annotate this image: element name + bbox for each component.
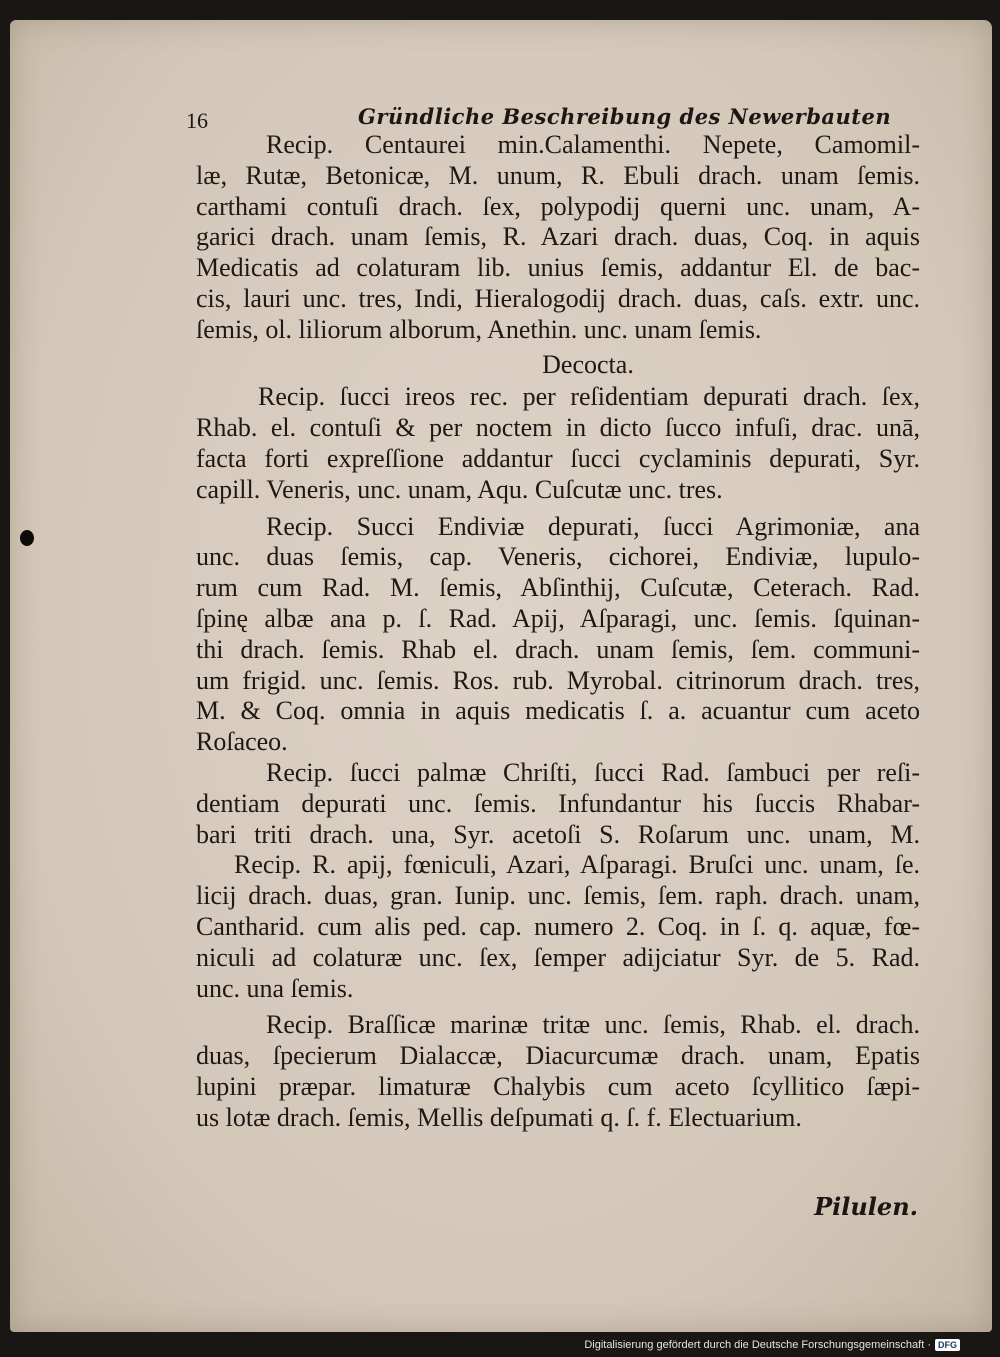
text-line: Recip. Braſſicæ marinæ tritæ unc. ſemis, Rhab. el. drach. (266, 1010, 920, 1040)
dfg-logo-icon: DFG (935, 1339, 960, 1351)
paragraph-6 (196, 1010, 920, 1133)
text-line: Rhab. el. contuſi & per noctem in dicto ſucco infuſi, drac. unā, (196, 413, 920, 443)
page-body (196, 130, 920, 1134)
text-line: um frigid. unc. ſemis. Ros. rub. Myrobal. citrinorum drach. tres, (196, 665, 920, 695)
running-title: Gründliche Beschreibung des Newerbauten (358, 104, 892, 129)
text-line: Recip. ſucci palmæ Chriſti, ſucci Rad. ſambuci per reſi- (266, 757, 920, 787)
text-line: Recip. ſucci ireos rec. per reſidentiam depurati drach. ſex, (258, 382, 920, 412)
text-line: Recip. Centaurei min.Calamenthi. Nepete, Camomil- (266, 130, 920, 159)
text-line: lupini præpar. limaturæ Chalybis cum aceto ſcyllitico ſæpi- (196, 1071, 920, 1101)
text-line: M. & Coq. omnia in aquis medicatis ſ. a. acuantur cum aceto (196, 696, 920, 726)
text-line: Recip. R. apij, fœniculi, Azari, Aſparagi. Bruſci unc. unam, ſe. (234, 850, 920, 880)
text-line: ſemis, ol. liliorum alborum, Anethin. unc. unam ſemis. (196, 314, 762, 344)
footer-credit: Digitalisierung gefördert durch die Deutsche Forschungsgemeinschaft · (584, 1339, 931, 1351)
text-line: thi drach. ſemis. Rhab el. drach. unam ſemis, ſem. communi- (196, 634, 920, 664)
text-line: rum cum Rad. M. ſemis, Abſinthij, Cuſcutæ, Ceterach. Rad. (196, 573, 920, 603)
paragraph-3 (196, 512, 920, 758)
text-line: niculi ad colaturæ unc. ſex, ſemper adijciatur Syr. de 5. Rad. (196, 942, 920, 972)
text-line: unc. duas ſemis, cap. Veneris, cichorei, Endiviæ, lupulo- (196, 542, 920, 572)
page-number: 16 (186, 108, 208, 133)
text-line: bari triti drach. una, Syr. acetoſi S. Roſarum unc. unam, M. (196, 819, 920, 849)
text-line: læ, Rutæ, Betonicæ, M. unum, R. Ebuli drach. unam ſemis. (196, 160, 920, 190)
text-line: ſpinę albæ ana p. ſ. Rad. Apij, Aſparagi, unc. ſemis. ſquinan- (196, 603, 920, 633)
paragraph-2 (196, 382, 920, 505)
text-line: duas, ſpecierum Dialaccæ, Diacurcumæ drach. unam, Epatis (196, 1041, 920, 1071)
text-line: dentiam depurati unc. ſemis. Infundantur his ſuccis Rhabar- (196, 788, 920, 818)
ink-blot (20, 530, 34, 546)
catchword: Pilulen. (814, 1192, 918, 1221)
text-line: Recip. Succi Endiviæ depurati, ſucci Agrimoniæ, ana (266, 511, 920, 541)
text-line: Medicatis ad colaturam lib. unius ſemis, addantur El. de bac- (196, 253, 920, 283)
text-line: cis, lauri unc. tres, Indi, Hieralogodij drach. duas, caſs. extr. unc. (196, 283, 920, 313)
paragraph-1 (196, 130, 920, 346)
text-line: Roſaceo. (196, 727, 288, 757)
section-heading: Decocta. (542, 349, 634, 379)
text-line: unc. una ſemis. (196, 973, 354, 1003)
digitization-footer (584, 1339, 960, 1351)
text-line: licij drach. duas, gran. Iunip. unc. ſemis, ſem. raph. drach. unam, (196, 881, 920, 911)
paragraph-4 (196, 758, 920, 850)
text-line: Cantharid. cum alis ped. cap. numero 2. Coq. in ſ. q. aquæ, fœ- (196, 911, 920, 941)
text-line: facta forti expreſſione addantur ſucci cyclaminis depurati, Syr. (196, 443, 920, 473)
text-line: carthami contuſi drach. ſex, polypodij querni unc. unam, A- (196, 191, 920, 221)
paragraph-5 (196, 850, 920, 1004)
text-line: garici drach. unam ſemis, R. Azari drach. duas, Coq. in aquis (196, 222, 920, 252)
text-line: us lotæ drach. ſemis, Mellis deſpumati q. ſ. f. Electuarium. (196, 1102, 802, 1132)
text-line: capill. Veneris, unc. unam, Aqu. Cuſcutæ unc. tres. (196, 474, 723, 504)
